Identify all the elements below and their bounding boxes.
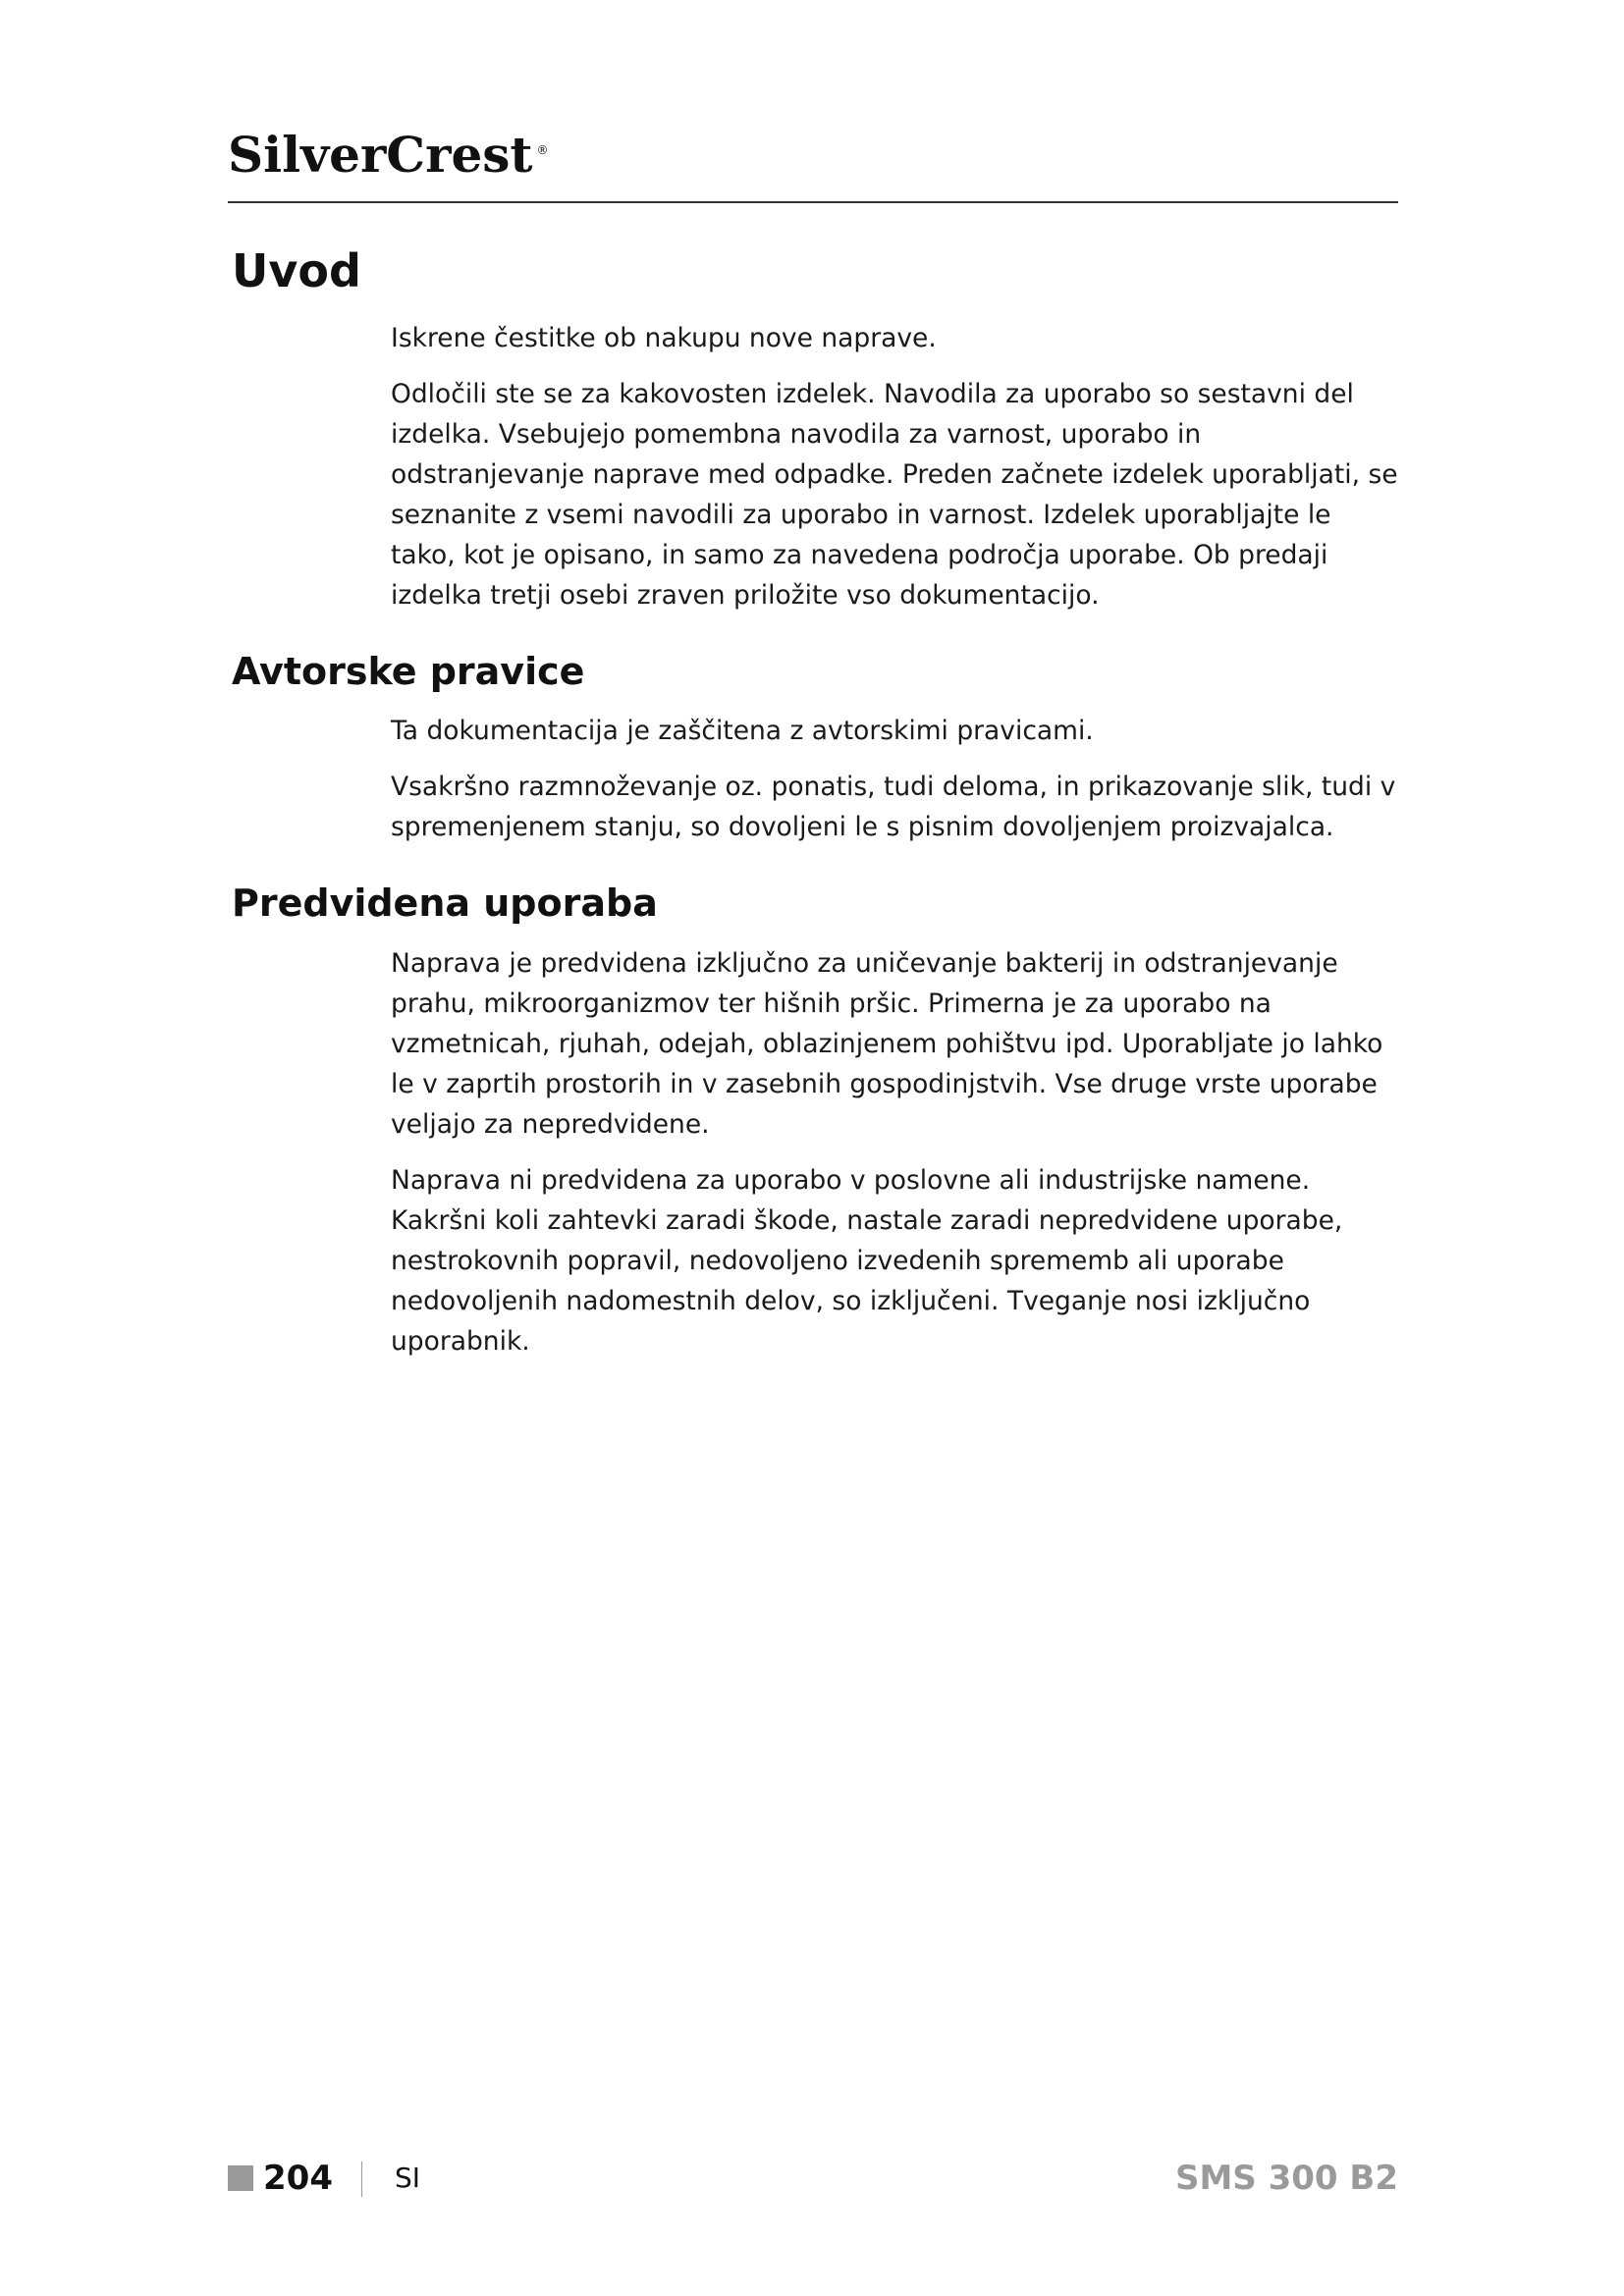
- section-uvod: [232, 243, 1400, 615]
- footer-separator: [361, 2162, 362, 2197]
- section-title: Predvidena uporaba: [232, 881, 658, 925]
- paragraph: Naprava ni predvidena za uporabo v poslovne ali industrijske namene. Kakršni koli zahtevki zaradi škode, nastale zaradi nepredvidene uporabe, nestrokovnih popravil, nedovoljeno izvedenih sprememb ali uporabe nedovoljenih nadomestnih delov, so izključeni. Tveganje nosi izključno uporabnik.: [391, 1164, 1343, 1357]
- page-number: 204: [263, 2159, 333, 2198]
- brand-name: SilverCrest: [228, 126, 533, 184]
- document-body: [232, 243, 1400, 1377]
- paragraph: Vsakršno razmnoževanje oz. ponatis, tudi deloma, in prikazovanje slik, tudi v spremenjenem stanju, so dovoljeni le s pisnim dovoljenjem proizvajalca.: [391, 772, 1396, 842]
- section-title: Avtorske pravice: [232, 649, 585, 693]
- section-text: [391, 711, 1402, 847]
- section-text: [391, 318, 1402, 615]
- paragraph: Odločili ste se za kakovosten izdelek. Navodila za uporabo so sestavni del izdelka. Vsebujejo pomembna navodila za varnost, uporabo in odstranjevanje naprave med odpadke. Preden začnete izdelek uporabljati, se seznanite z vsemi navodili za uporabo in varnost. Izdelek uporabljajte le tako, kot je opisano, in samo za navedena področja uporabe. Ob predaji izdelka tretji osebi zraven priložite vso dokumentacijo.: [391, 378, 1398, 611]
- header-divider: [228, 201, 1398, 203]
- section-title: Uvod: [232, 244, 361, 297]
- paragraph: Naprava je predvidena izključno za uničevanje bakterij in odstranjevanje prahu, mikroorganizmov ter hišnih pršic. Primerna je za uporabo na vzmetnicah, rjuhah, odejah, oblazinjenem pohištvu ipd. Uporabljate jo lahko le v zaprtih prostorih in v zasebnih gospodinjstvih. Vse druge vrste uporabe veljajo za nepredvidene.: [391, 947, 1383, 1140]
- language-code: SI: [395, 2162, 421, 2194]
- section-avtorske-pravice: [232, 649, 1400, 848]
- registered-mark: ®: [536, 143, 549, 158]
- section-predvidena-uporaba: [232, 881, 1400, 1362]
- paragraph: Ta dokumentacija je zaščitena z avtorskimi pravicami.: [391, 716, 1094, 746]
- paragraph: Iskrene čestitke ob nakupu nove naprave.: [391, 322, 937, 353]
- page-footer: [228, 2156, 1398, 2205]
- model-number: SMS 300 B2: [1174, 2159, 1398, 2198]
- square-marker-icon: [228, 2165, 253, 2191]
- section-text: [391, 943, 1402, 1362]
- brand-logo: [228, 126, 549, 184]
